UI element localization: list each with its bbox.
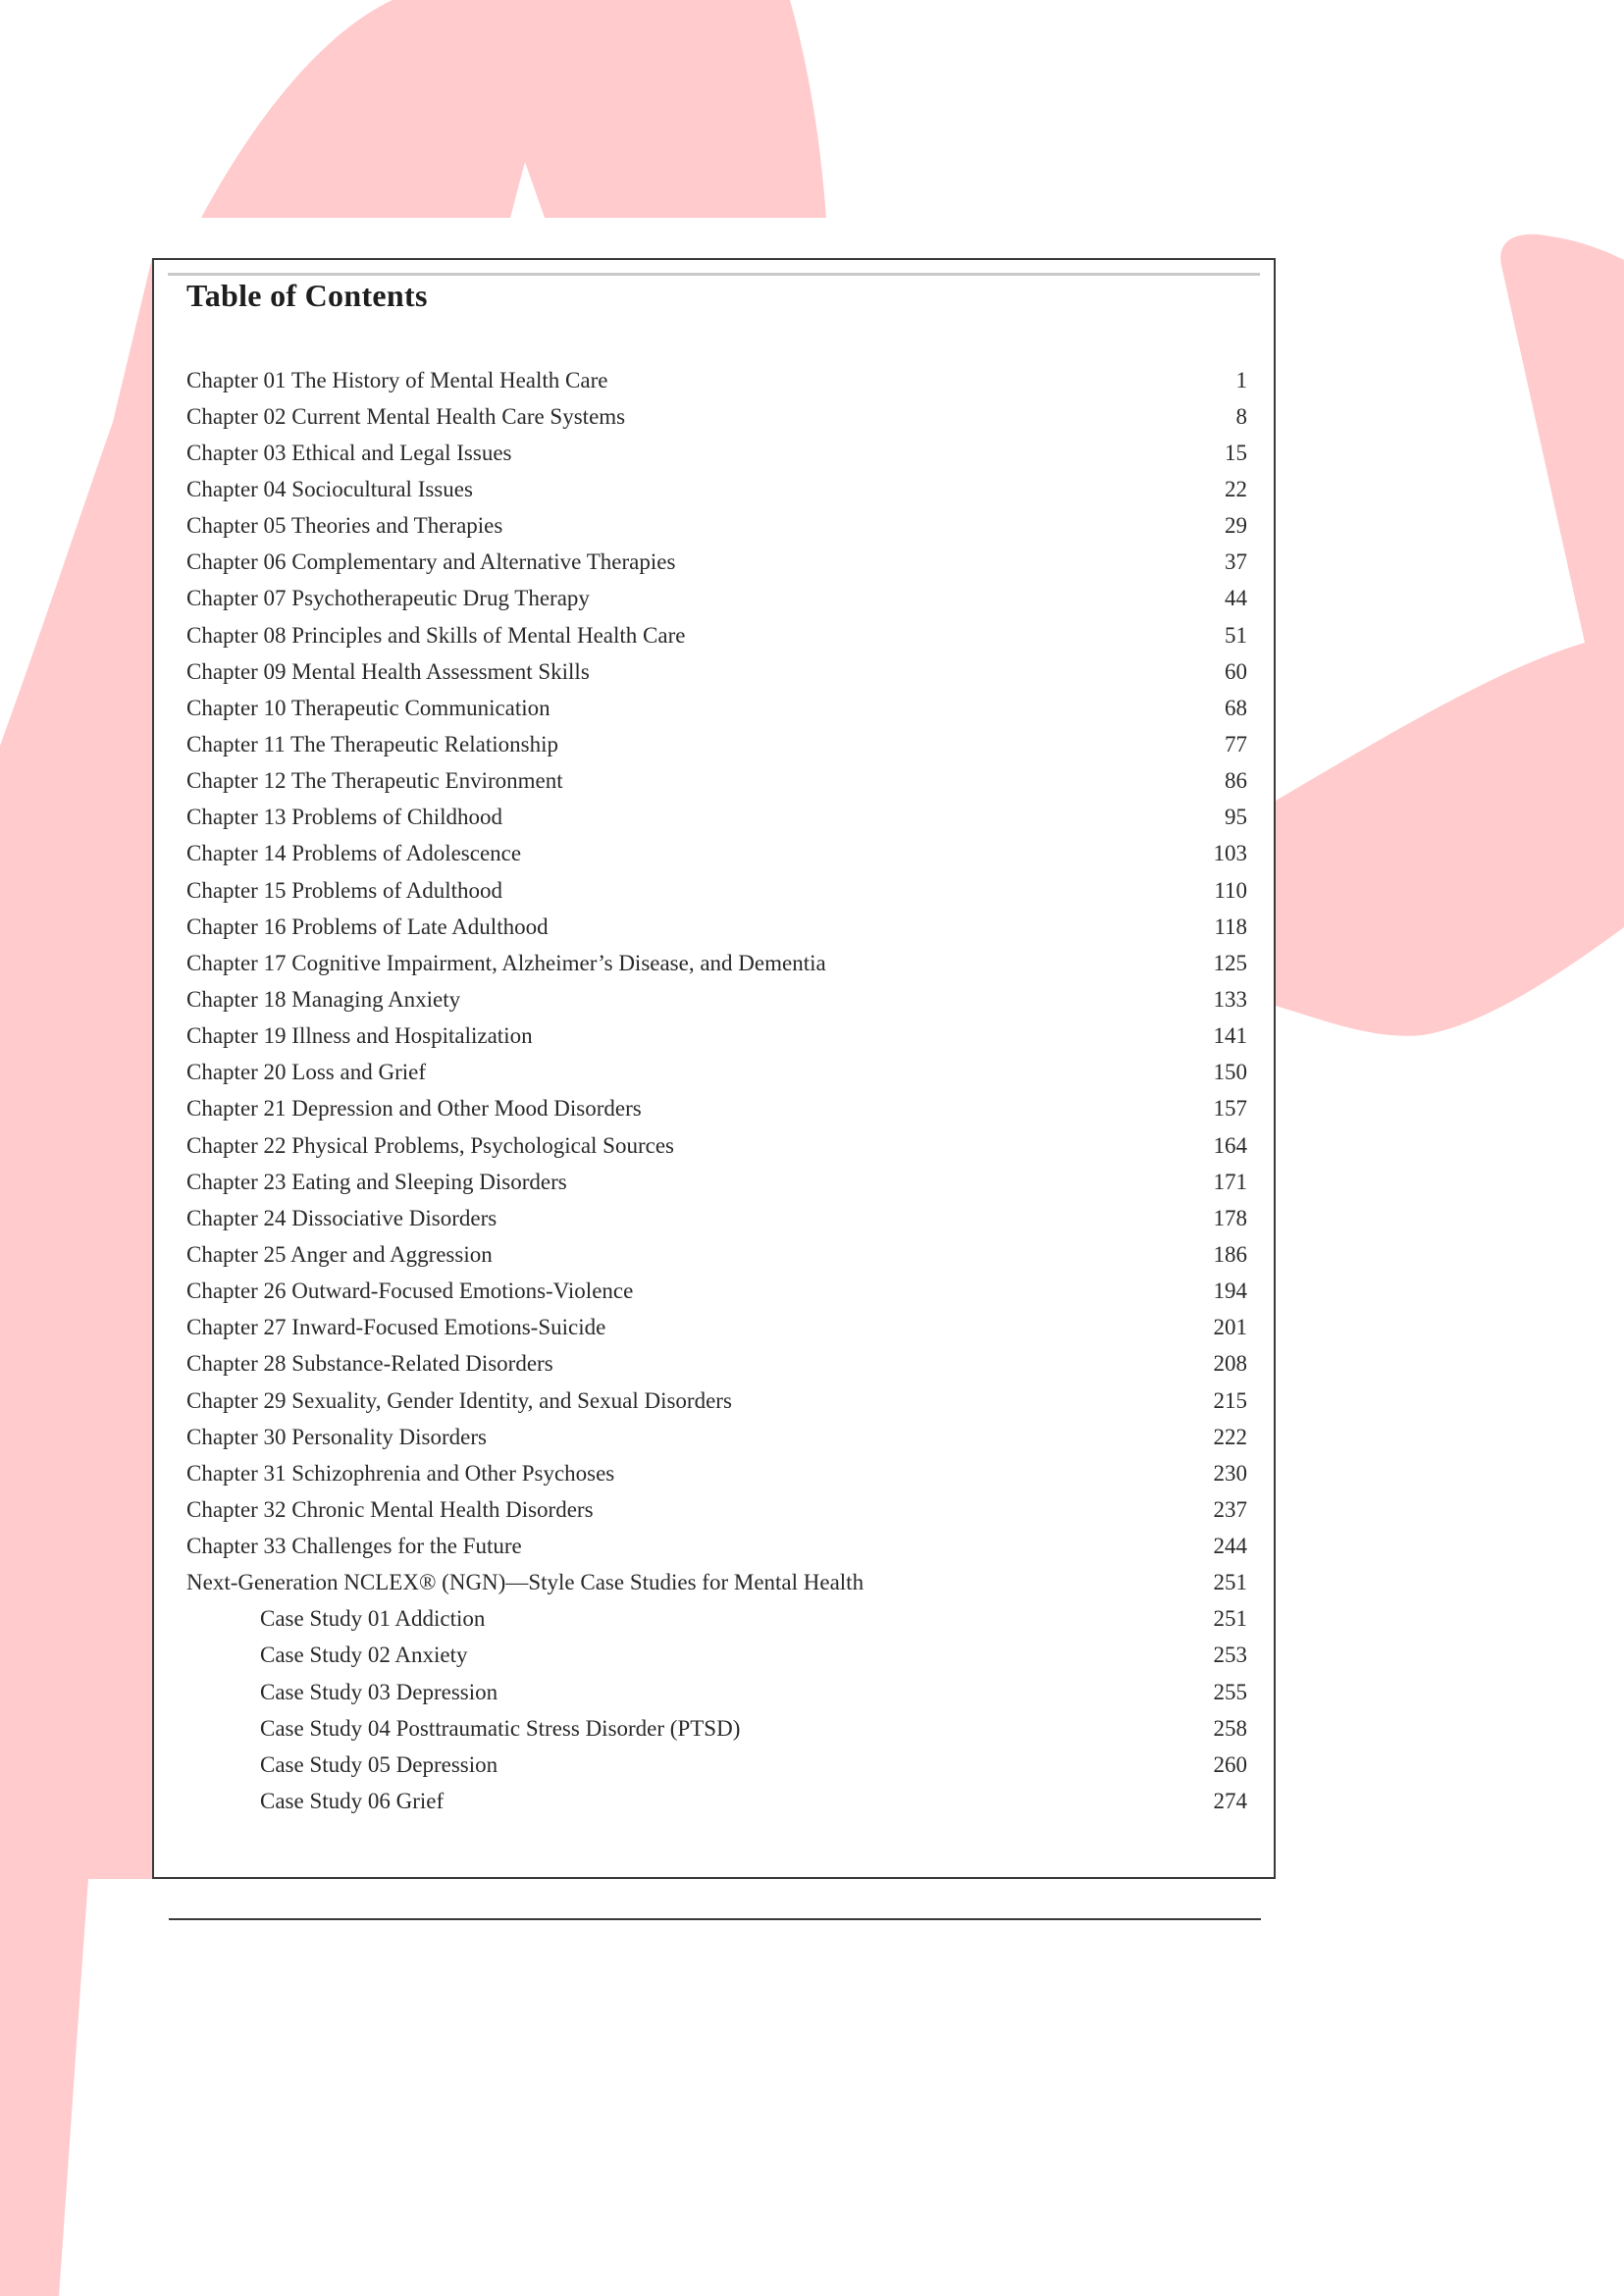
toc-entry-page-number: 29 <box>1225 513 1247 539</box>
footer-rule <box>169 1918 1261 1920</box>
toc-entry-label: Chapter 15 Problems of Adulthood <box>186 877 502 903</box>
toc-entry[interactable] <box>186 1055 1247 1091</box>
toc-case-study-entry[interactable] <box>186 1601 1247 1638</box>
toc-entry-label: Chapter 23 Eating and Sleeping Disorders <box>186 1169 567 1194</box>
toc-entry-page-number: 157 <box>1213 1096 1247 1122</box>
toc-entry-label: Chapter 01 The History of Mental Health Care <box>186 367 608 392</box>
toc-entry-page-number: 255 <box>1213 1679 1247 1704</box>
toc-box <box>152 258 1276 1879</box>
toc-entry-label: Chapter 05 Theories and Therapies <box>186 513 503 539</box>
toc-entry[interactable] <box>186 508 1247 545</box>
toc-entry-label: Chapter 24 Dissociative Disorders <box>186 1205 498 1230</box>
toc-entry[interactable] <box>186 1419 1247 1455</box>
toc-entry[interactable] <box>186 398 1247 435</box>
toc-entry[interactable] <box>186 1236 1247 1273</box>
toc-entry-page-number: 8 <box>1235 403 1247 429</box>
toc-entry-page-number: 251 <box>1213 1606 1247 1632</box>
toc-entry-page-number: 60 <box>1225 658 1247 684</box>
toc-entry-label: Case Study 05 Depression <box>260 1751 498 1777</box>
toc-entry-label: Chapter 30 Personality Disorders <box>186 1424 487 1449</box>
toc-entry-page-number: 258 <box>1213 1715 1247 1741</box>
toc-entry-label: Chapter 12 The Therapeutic Environment <box>186 768 563 794</box>
toc-entry-label: Chapter 22 Physical Problems, Psychological Sources <box>186 1132 674 1158</box>
toc-entry-page-number: 222 <box>1213 1424 1247 1449</box>
toc-entry[interactable] <box>186 763 1247 800</box>
toc-entry-page-number: 178 <box>1213 1205 1247 1230</box>
toc-top-rule <box>168 273 1260 276</box>
toc-entry[interactable] <box>186 1346 1247 1383</box>
toc-entry[interactable] <box>186 872 1247 909</box>
toc-entry-page-number: 215 <box>1213 1387 1247 1413</box>
toc-entry-page-number: 37 <box>1225 549 1247 575</box>
toc-entry-label: Next-Generation NCLEX® (NGN)—Style Case Studies for Mental Health <box>186 1570 864 1595</box>
toc-entry-label: Chapter 32 Chronic Mental Health Disorders <box>186 1496 594 1522</box>
toc-entry-page-number: 237 <box>1213 1496 1247 1522</box>
toc-entry-label: Case Study 04 Posttraumatic Stress Disorder (PTSD) <box>260 1715 741 1741</box>
toc-entry[interactable] <box>186 1383 1247 1419</box>
toc-entry-label: Chapter 06 Complementary and Alternative Therapies <box>186 549 676 575</box>
toc-entry-page-number: 22 <box>1225 476 1247 501</box>
toc-entry-label: Chapter 19 Illness and Hospitalization <box>186 1023 533 1049</box>
toc-entry-page-number: 150 <box>1213 1060 1247 1085</box>
toc-entry-page-number: 164 <box>1213 1132 1247 1158</box>
toc-entry-label: Chapter 31 Schizophrenia and Other Psychoses <box>186 1460 615 1486</box>
toc-entry-label: Chapter 11 The Therapeutic Relationship <box>186 731 558 757</box>
toc-entry[interactable] <box>186 435 1247 471</box>
toc-entry-label: Chapter 14 Problems of Adolescence <box>186 841 522 866</box>
toc-entry[interactable] <box>186 1091 1247 1127</box>
toc-entry-label: Chapter 17 Cognitive Impairment, Alzheimer’s Disease, and Dementia <box>186 950 826 975</box>
toc-entry-page-number: 141 <box>1213 1023 1247 1049</box>
toc-entry[interactable] <box>186 1491 1247 1528</box>
toc-entry-page-number: 86 <box>1225 768 1247 794</box>
toc-list <box>186 362 1247 1820</box>
toc-entry-label: Chapter 29 Sexuality, Gender Identity, and Sexual Disorders <box>186 1387 732 1413</box>
toc-entry[interactable] <box>186 1274 1247 1310</box>
toc-case-study-entry[interactable] <box>186 1783 1247 1819</box>
toc-entry-page-number: 118 <box>1214 913 1247 939</box>
toc-entry[interactable] <box>186 690 1247 726</box>
toc-entry-label: Chapter 02 Current Mental Health Care Systems <box>186 403 626 429</box>
toc-entry-label: Chapter 03 Ethical and Legal Issues <box>186 440 512 465</box>
toc-entry[interactable] <box>186 1018 1247 1055</box>
toc-entry-label: Chapter 21 Depression and Other Mood Disorders <box>186 1096 642 1122</box>
toc-title: Table of Contents <box>186 278 428 313</box>
toc-entry-page-number: 201 <box>1213 1315 1247 1340</box>
toc-entry-page-number: 171 <box>1213 1169 1247 1194</box>
toc-entry[interactable] <box>186 945 1247 981</box>
pink-blob-top <box>201 0 826 218</box>
toc-entry-label: Case Study 02 Anxiety <box>260 1643 468 1668</box>
toc-entry[interactable] <box>186 1529 1247 1565</box>
toc-entry-page-number: 230 <box>1213 1460 1247 1486</box>
toc-entry-page-number: 253 <box>1213 1643 1247 1668</box>
toc-entry-page-number: 260 <box>1213 1751 1247 1777</box>
toc-entry-label: Chapter 09 Mental Health Assessment Skills <box>186 658 590 684</box>
toc-entry[interactable] <box>186 1164 1247 1200</box>
toc-entry-page-number: 194 <box>1213 1278 1247 1304</box>
toc-entry[interactable] <box>186 1310 1247 1346</box>
toc-entry-page-number: 244 <box>1213 1534 1247 1559</box>
toc-entry[interactable] <box>186 545 1247 581</box>
toc-entry-label: Chapter 04 Sociocultural Issues <box>186 476 473 501</box>
toc-entry[interactable] <box>186 981 1247 1018</box>
toc-entry[interactable] <box>186 1127 1247 1164</box>
toc-entry-page-number: 15 <box>1225 440 1247 465</box>
toc-entry-label: Case Study 06 Grief <box>260 1789 445 1814</box>
toc-entry-label: Chapter 26 Outward-Focused Emotions-Violence <box>186 1278 634 1304</box>
toc-entry-label: Chapter 10 Therapeutic Communication <box>186 695 550 720</box>
pink-blob-left <box>0 258 152 2296</box>
toc-entry-label: Chapter 28 Substance-Related Disorders <box>186 1351 553 1377</box>
toc-entry[interactable] <box>186 836 1247 872</box>
toc-entry[interactable] <box>186 581 1247 617</box>
toc-case-study-entry[interactable] <box>186 1747 1247 1783</box>
toc-entry[interactable] <box>186 726 1247 762</box>
toc-entry-page-number: 77 <box>1225 731 1247 757</box>
toc-entry-label: Chapter 13 Problems of Childhood <box>186 805 502 830</box>
toc-entry-page-number: 95 <box>1225 805 1247 830</box>
toc-entry[interactable] <box>186 1565 1247 1601</box>
toc-entry-label: Chapter 18 Managing Anxiety <box>186 986 461 1012</box>
toc-case-study-entry[interactable] <box>186 1674 1247 1710</box>
toc-entry-page-number: 1 <box>1235 367 1247 392</box>
toc-case-study-entry[interactable] <box>186 1710 1247 1747</box>
toc-entry-page-number: 103 <box>1213 841 1247 866</box>
toc-entry-label: Chapter 20 Loss and Grief <box>186 1060 426 1085</box>
toc-entry-label: Chapter 27 Inward-Focused Emotions-Suicide <box>186 1315 606 1340</box>
toc-entry-page-number: 133 <box>1213 986 1247 1012</box>
toc-entry[interactable] <box>186 1455 1247 1491</box>
toc-entry-label: Chapter 07 Psychotherapeutic Drug Therapy <box>186 586 590 611</box>
toc-entry[interactable] <box>186 362 1247 398</box>
toc-entry[interactable] <box>186 617 1247 653</box>
toc-entry-page-number: 251 <box>1213 1570 1247 1595</box>
toc-entry-label: Case Study 03 Depression <box>260 1679 498 1704</box>
toc-entry-label: Case Study 01 Addiction <box>260 1606 486 1632</box>
pink-blob-right <box>1276 235 1624 1036</box>
toc-entry[interactable] <box>186 471 1247 507</box>
toc-entry-page-number: 51 <box>1225 622 1247 648</box>
toc-entry[interactable] <box>186 653 1247 690</box>
toc-entry-page-number: 125 <box>1213 950 1247 975</box>
toc-entry-page-number: 110 <box>1214 877 1247 903</box>
toc-entry-page-number: 44 <box>1225 586 1247 611</box>
toc-entry-label: Chapter 25 Anger and Aggression <box>186 1241 493 1267</box>
toc-entry-label: Chapter 08 Principles and Skills of Mental Health Care <box>186 622 686 648</box>
toc-entry-page-number: 68 <box>1225 695 1247 720</box>
toc-entry-page-number: 186 <box>1213 1241 1247 1267</box>
toc-entry-label: Chapter 33 Challenges for the Future <box>186 1534 522 1559</box>
toc-case-study-entry[interactable] <box>186 1638 1247 1674</box>
toc-entry-page-number: 274 <box>1213 1789 1247 1814</box>
toc-entry-label: Chapter 16 Problems of Late Adulthood <box>186 913 549 939</box>
toc-entry[interactable] <box>186 1200 1247 1236</box>
toc-entry[interactable] <box>186 909 1247 945</box>
toc-entry[interactable] <box>186 800 1247 836</box>
toc-entry-page-number: 208 <box>1213 1351 1247 1377</box>
